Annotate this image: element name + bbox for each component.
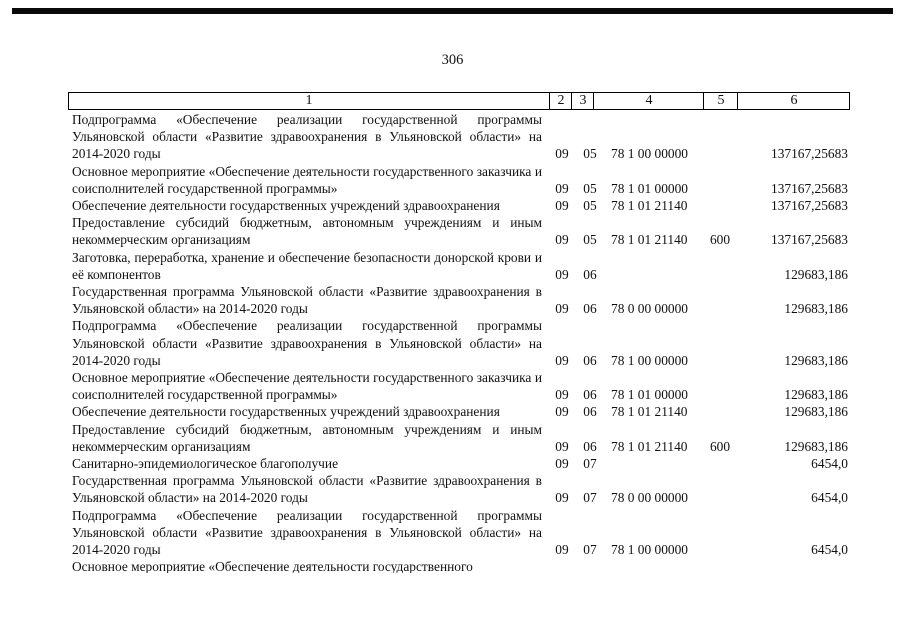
row-expense-type: 600 (709, 438, 731, 454)
row-amount: 129683,186 (784, 352, 848, 368)
row-target-code: 78 1 01 21140 (611, 404, 688, 420)
row-subsection: 05 (583, 198, 597, 214)
row-section: 09 (555, 266, 569, 282)
row-target-code: 78 1 01 21140 (611, 232, 688, 248)
row-description: Основное мероприятие «Обеспечение деятельности государственного заказчика и соисполнителей государственной программы» (72, 370, 542, 403)
row-amount: 137167,25683 (771, 232, 848, 248)
row-section: 09 (555, 404, 569, 420)
row-amount: 129683,186 (784, 438, 848, 454)
table-row (72, 317, 852, 369)
row-description: Основное мероприятие «Обеспечение деятельности государственного заказчика и соисполнителей государственной программы» (72, 163, 542, 196)
row-target-code: 78 0 00 00000 (611, 490, 688, 506)
row-subsection: 06 (583, 387, 597, 403)
row-target-code: 78 1 00 00000 (611, 352, 688, 368)
table-header (68, 92, 850, 110)
row-amount: 129683,186 (784, 404, 848, 420)
table-row (72, 111, 852, 163)
table-row (72, 249, 852, 283)
row-section: 09 (555, 180, 569, 196)
row-amount: 137167,25683 (771, 198, 848, 214)
row-subsection: 07 (583, 542, 597, 558)
table-row (72, 403, 852, 420)
row-amount: 6454,0 (811, 456, 848, 472)
row-description: Заготовка, переработка, хранение и обеспечение безопасности донорской крови и её компонентов (72, 249, 542, 282)
table-row (72, 558, 852, 573)
row-description: Обеспечение деятельности государственных учреждений здравоохранения (72, 198, 500, 214)
header-col-3: 3 (571, 93, 594, 109)
row-amount: 6454,0 (811, 542, 848, 558)
row-amount: 129683,186 (784, 387, 848, 403)
row-description: Предоставление субсидий бюджетным, автономным учреждениям и иным некоммерческим организациям (72, 421, 542, 454)
table-row (72, 455, 852, 472)
page-number: 306 (441, 52, 464, 68)
row-description: Подпрограмма «Обеспечение реализации государственной программы Ульяновской области «Развитие здравоохранения в Ульяновской области» на 2014-2020 годы (72, 318, 542, 368)
row-subsection: 07 (583, 490, 597, 506)
row-description: Подпрограмма «Обеспечение реализации государственной программы Ульяновской области «Развитие здравоохранения в Ульяновской области» на 2014-2020 годы (72, 112, 542, 162)
row-amount: 129683,186 (784, 301, 848, 317)
row-section: 09 (555, 456, 569, 472)
table-row (72, 163, 852, 197)
row-subsection: 06 (583, 404, 597, 420)
row-amount: 129683,186 (784, 266, 848, 282)
row-description: Подпрограмма «Обеспечение реализации государственной программы Ульяновской области «Развитие здравоохранения в Ульяновской области» на 2014-2020 годы (72, 507, 542, 558)
row-description: Основное мероприятие «Обеспечение деятельности государственного (72, 559, 473, 574)
table-row (72, 283, 852, 317)
table-row (72, 197, 852, 214)
row-subsection: 05 (583, 146, 597, 162)
table-row (72, 507, 852, 559)
row-section: 09 (555, 438, 569, 454)
row-subsection: 05 (583, 232, 597, 248)
row-subsection: 06 (583, 301, 597, 317)
row-section: 09 (555, 490, 569, 506)
row-expense-type: 600 (709, 232, 731, 248)
row-amount: 137167,25683 (771, 180, 848, 196)
table-row (72, 214, 852, 248)
row-target-code: 78 1 01 00000 (611, 387, 688, 403)
row-section: 09 (555, 542, 569, 558)
row-section: 09 (555, 146, 569, 162)
header-col-1: 1 (305, 93, 313, 108)
row-subsection: 05 (583, 180, 597, 196)
row-subsection: 06 (583, 352, 597, 368)
row-section: 09 (555, 387, 569, 403)
row-subsection: 06 (583, 266, 597, 282)
row-target-code: 78 1 00 00000 (611, 542, 688, 558)
row-description: Государственная программа Ульяновской области «Развитие здравоохранения в Ульяновской области» на 2014-2020 годы (72, 473, 542, 506)
row-description: Обеспечение деятельности государственных учреждений здравоохранения (72, 404, 500, 420)
table-row (72, 421, 852, 455)
row-description: Санитарно-эпидемиологическое благополучие (72, 456, 339, 472)
row-amount: 6454,0 (811, 490, 848, 506)
header-col-2: 2 (549, 93, 572, 109)
table-row (72, 472, 852, 506)
row-section: 09 (555, 232, 569, 248)
row-section: 09 (555, 352, 569, 368)
row-section: 09 (555, 301, 569, 317)
row-target-code: 78 1 01 21140 (611, 438, 688, 454)
row-amount: 137167,25683 (771, 146, 848, 162)
header-col-5: 5 (703, 93, 738, 109)
row-target-code: 78 0 00 00000 (611, 301, 688, 317)
row-section: 09 (555, 198, 569, 214)
row-subsection: 06 (583, 438, 597, 454)
row-description: Предоставление субсидий бюджетным, автономным учреждениям и иным некоммерческим организациям (72, 215, 542, 248)
row-target-code: 78 1 01 21140 (611, 198, 688, 214)
table-body (72, 111, 852, 573)
row-target-code: 78 1 01 00000 (611, 180, 688, 196)
table-row (72, 369, 852, 403)
header-col-4: 4 (593, 93, 704, 109)
page-top-rule (12, 8, 893, 14)
row-subsection: 07 (583, 456, 597, 472)
row-description: Государственная программа Ульяновской области «Развитие здравоохранения в Ульяновской области» на 2014-2020 годы (72, 284, 542, 317)
header-col-6: 6 (737, 93, 850, 109)
row-target-code: 78 1 00 00000 (611, 146, 688, 162)
